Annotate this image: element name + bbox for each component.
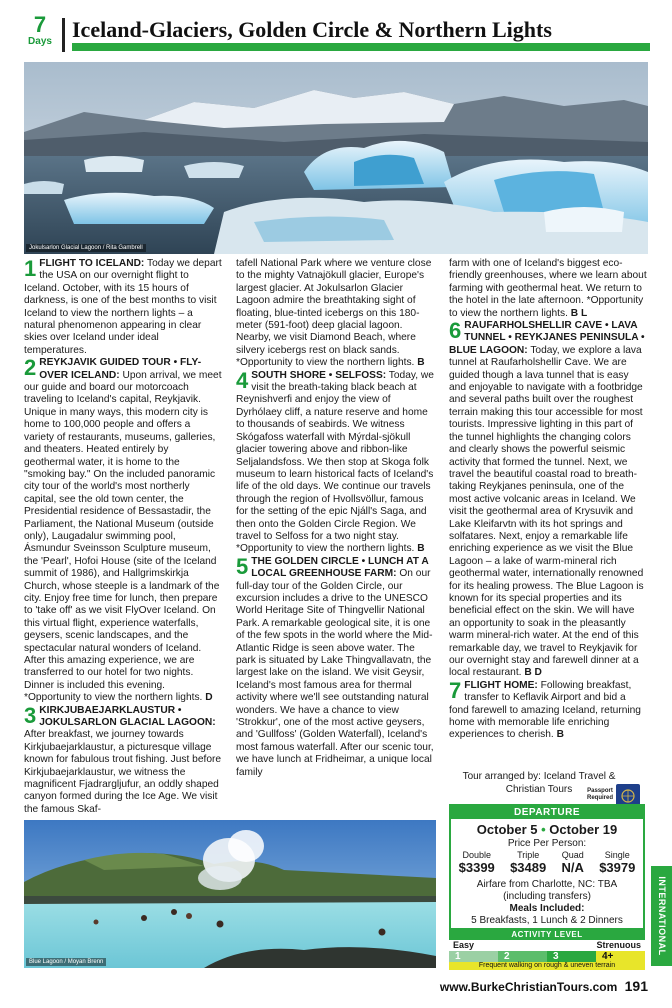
day-5: 5 THE GOLDEN CIRCLE • LUNCH AT A LOCAL GREENHOUSE FARM: On our full-day tour of the Golden Circle, our excursion includes a drive to the UNESCO World Heritage Site of Thingvellir National Park. A remarkable geological site, it is one of the few spots in the world where the Mid-Atlantic Ridge is seen above water. The park is situated by Lake Thingvallavatn, the largest lake on the island. We visit Geysir, Iceland's most famous area for thermal activity where we'll see outstanding natural wonders. We have a chance to view 'Strokkur', one of the most active geysers, and 'Gullfoss' (Golden Waterfall), Iceland's most famous waterfall. After our scenic tour, we have lunch at Fridheimar, a unique local family bbox=[236, 553, 434, 778]
price-per-person-label: Price Per Person: bbox=[507, 838, 587, 849]
activity-note: Frequent walking on rough & uneven terrain bbox=[449, 962, 645, 970]
activity-level-header: ACTIVITY LEVEL bbox=[449, 930, 645, 940]
section-tab-label: INTERNATIONAL bbox=[656, 876, 667, 956]
photo-caption: Jokulsarlon Glacial Lagoon / Rita Gambrell bbox=[26, 244, 146, 252]
day-7: 7 FLIGHT HOME: Following breakfast, transfer to Keflavik Airport and bid a fond farewell to amazing Iceland, returning home with memorable life enriching experiences to cherish. B bbox=[449, 677, 641, 741]
activity-level-1: 1 bbox=[449, 951, 498, 962]
days-label: Days bbox=[28, 36, 52, 47]
blue-lagoon-photo bbox=[24, 820, 436, 968]
tour-arranged-by: Tour arranged by: Iceland Travel & Christian Tours bbox=[462, 771, 616, 795]
day-4: 4 SOUTH SHORE • SELFOSS: Today, we visit the breath-taking black beach at Reynishverfi and enjoy the view of Dyrhólaey cliff, a nature reserve and home to thousands of seabirds. We witness Skógafoss waterfall with Mýrdal-sjökull glacier towering above and ribbon-like Seljalandsfoss. We then stop at Skoga folk museum to learn historical facts of Iceland's life of the old days. We continue our travels through the region of Hvollsvöllur, famous for the setting of the epic Njáll's Saga, and then onto the Golden Circle Region. We travel to Selfoss for a two night stay. *Opportunity to view the northern lights. B bbox=[236, 367, 434, 555]
day-3: 3 KIRKJUBAEJARKLAUSTUR • JOKULSARLON GLACIAL LAGOON: After breakfast, we journey towards Kirkjubaejarklaustur, a picturesque village known for fabulous trout fishing. Just before Kirkjubaejarklaustur, we witness the magnificent Fjadrargljufur, an oddly shaped canyon formed during the Ice Age. We visit the famous Skaf- bbox=[24, 702, 222, 815]
activity-level-2: 2 bbox=[498, 951, 547, 962]
days-number: 7 bbox=[33, 12, 47, 37]
activity-scale-ends bbox=[449, 940, 645, 951]
day-3-text: After breakfast, we journey towards Kirkjubaejarklaustur, a picturesque village known for fabulous trout fishing. Just before Kirkjubaejarklaustur, we witness the magnificent Fjadrargljufur, an oddly shaped canyon formed during the Ice Age. We visit the famous Skaf- bbox=[24, 729, 222, 815]
page-header bbox=[24, 14, 650, 56]
activity-level bbox=[449, 930, 645, 968]
photo-caption: Blue Lagoon / Moyan Brenn bbox=[26, 958, 106, 966]
activity-scale-bar bbox=[449, 951, 645, 962]
day-6: 6 RAUFARHOLSHELLIR CAVE • LAVA TUNNEL • REYKJANES PENINSULA • BLUE LAGOON: Today, we explore a lava tunnel at Raufarholshellir Cave. We are guided though a lava tunnel that is easy and enjoyable to navigate with a footbridge and several paths built over the roughest terrain making this tour accessible for most tourists. Impressive lighting in this part of the tunnel highlights the changing colors and clearly shows the powerful seismic activity that formed the tunnel. Next, we travel the beautiful coastal road to breath-taking Reykjanes peninsula, one of the most active volcanic areas in Iceland. We visit the geothermal area of Krysuvik and Lake Kleifarvtn with its hot springs and solfatares. Next, enjoy a remarkable life enriching experience as we visit the Blue Lagoon – a lake of warm-mineral rich geothermal water, internationally renowned for its healing prowess. The Blue Lagoon is known for its special properties and its beneficial effect on the skin. We will have an opportunity to soak in the pleasantly warm mineral-rich water. At the end of this remarkable day, we travel to Reykjavik for our overnight stay and farewell dinner at a local restaurant. B D bbox=[449, 318, 645, 679]
website-link[interactable]: www.BurkeChristianTours.com bbox=[439, 980, 618, 994]
airfare-note: (including transfers) bbox=[503, 891, 591, 902]
airfare-info: Airfare from Charlotte, NC: TBA bbox=[476, 879, 618, 890]
day-3-continued: tafell National Park where we venture close to the mighty Vatnajökull glacier, Europe's largest glacier. At Jokulsarlon Glacier Lagoon admire the breathtaking sight of floating, blue-tinted icebergs on this 180-meter (591-foot) deep glacial lagoon. Nearby, we visit Diamond Beach, where silvery icebergs rest on black sands. *Opportunity to view the northern lights. B bbox=[236, 258, 432, 369]
date-end: October 19 bbox=[549, 822, 618, 837]
passport-required-note: Passport Required bbox=[586, 788, 613, 801]
itinerary-column-2 bbox=[236, 258, 434, 779]
price-quad: Quad N/A bbox=[561, 850, 584, 875]
price-table bbox=[451, 850, 643, 876]
price-double: Double $3399 bbox=[458, 850, 495, 875]
glacier-lagoon-photo bbox=[24, 62, 648, 254]
header-rule bbox=[72, 43, 650, 51]
activity-easy-label: Easy bbox=[453, 940, 475, 950]
date-start: October 5 bbox=[476, 822, 538, 837]
activity-level-4plus: 4+ bbox=[596, 951, 645, 962]
price-triple: Triple $3489 bbox=[510, 850, 547, 875]
date-separator: • bbox=[541, 822, 546, 837]
departure-header: DEPARTURE bbox=[451, 806, 643, 819]
days-badge bbox=[24, 14, 56, 48]
itinerary-column-1 bbox=[24, 258, 222, 816]
page-title: Iceland-Glaciers, Golden Circle & Northern Lights bbox=[72, 17, 552, 42]
activity-level-3: 3 bbox=[547, 951, 596, 962]
section-tab bbox=[651, 866, 672, 966]
itinerary-column-3 bbox=[449, 258, 647, 742]
day-1: 1 FLIGHT TO ICELAND: Today we depart the USA on our overnight flight to Iceland. October, with its 15 hours of darkness, is one of the best months to visit Iceland to view the northern lights – a natural phenomenon appearing in clear skies over Iceland under ideal temperatures. bbox=[24, 256, 222, 356]
price-single: Single $3979 bbox=[599, 850, 636, 875]
day-5-text: On our full-day tour of the Golden Circle, our excursion includes a drive to the UNESCO World Heritage Site of Thingvellir National Park. A remarkable geological site, it is one of the few spots in the world where the Mid-Atlantic Ridge is seen above water. The park is situated by Lake Thingvallavatn, the largest lake on the island. We visit Geysir, Iceland's most famous area for thermal activity where we'll see outstanding natural wonders. We have a chance to view 'Strokkur', one of the most active geysers, and 'Gullfoss' (Golden Waterfall), Iceland's most famous waterfall. After our scenic tour, we have lunch at Fridheimar, a unique local family bbox=[236, 568, 434, 778]
activity-strenuous-label: Strenuous bbox=[596, 940, 641, 950]
departure-dates bbox=[451, 821, 643, 838]
day-5-continued: farm with one of Iceland's biggest eco-friendly greenhouses, where we learn about farming with geothermal heat. We return to the hotel in the late afternoon. *Opportunity to view the northern lights. B L bbox=[449, 258, 647, 319]
meals-included-value: 5 Breakfasts, 1 Lunch & 2 Dinners bbox=[471, 915, 623, 926]
page-footer bbox=[440, 978, 648, 995]
departure-box bbox=[449, 804, 645, 930]
header-divider bbox=[62, 18, 65, 52]
page-number: 191 bbox=[624, 978, 648, 994]
day-2: 2 REYKJAVIK GUIDED TOUR • FLY-OVER ICELAND: Upon arrival, we meet our guide and board our motorcoach traveling to Iceland's capital, Reykjavik. Unique in many ways, this modern city is home to 100,000 people and offers a variety of restaurants, museums, galleries, and theaters. Heated entirely by geothermal water, it is home to the "smoking bay." On the included panoramic city tour of the world's most northerly capital, see the old town center, the Presidential residence of Bessastadir, the Parliament, the National Museum (outside only), Laugadalur swimming pool, Ásmundur Sveinsson Sculpture museum, the 'Pearl', Hofoi House (site of the Iceland summit of 1986), and Hallgrimskirkja Church, whose steeple is a landmark of the city. Enjoy free time for lunch, then prepare to 'take off' as we visit FlyOver Iceland. On this virtual flight, experience waterfalls, geysers, scenic landscapes, and the spectacular natural wonders of Iceland. After this amazing experience, we are transferred to our hotel for two nights. Dinner is included this evening. *Opportunity to view the northern lights. D bbox=[24, 355, 222, 704]
meals-included-label: Meals Included: bbox=[509, 903, 585, 914]
